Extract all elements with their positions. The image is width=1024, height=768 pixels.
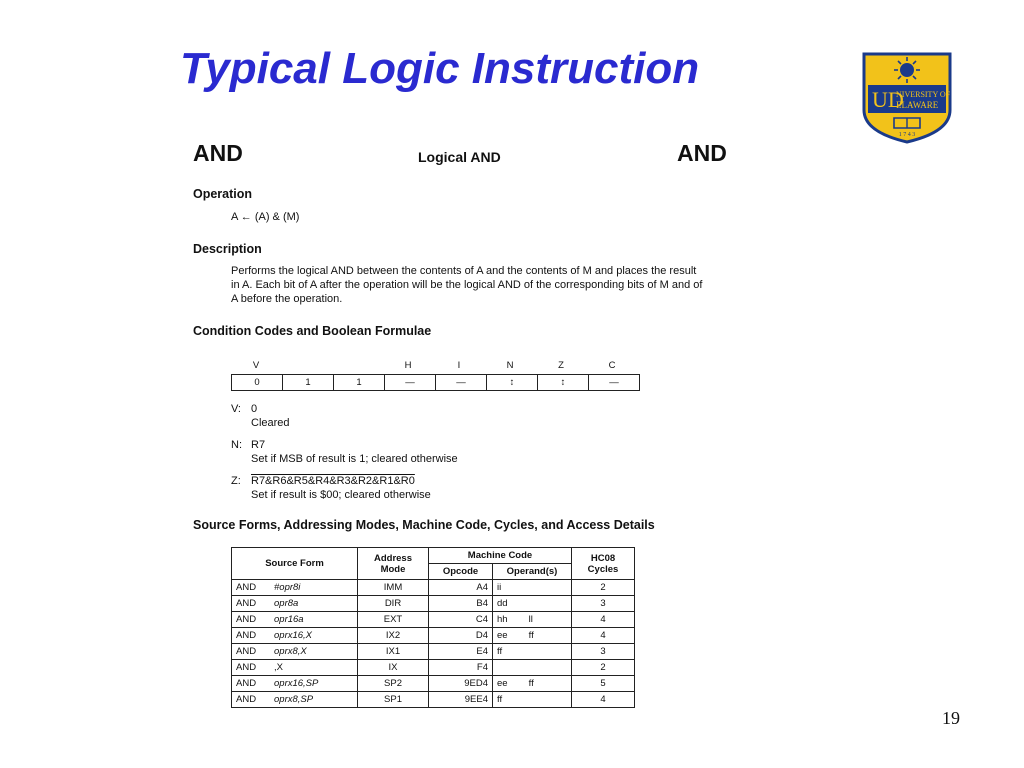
operand-form-cell: ,X [270,660,358,676]
operands-cell: ff [493,692,572,708]
svg-text:UD: UD [872,87,904,112]
operands-cell [493,660,572,676]
address-mode-cell: IX1 [358,644,429,660]
cycles-cell: 4 [572,692,635,708]
mnemonic-left: AND [193,140,243,166]
source-forms-table [231,547,635,708]
description [231,264,741,306]
address-mode-cell: SP1 [358,692,429,708]
cc-header-h: H [404,360,412,371]
cc-value-z: ↕ [538,375,589,391]
cycles-cell: 2 [572,580,635,596]
operands-cell: ff [493,644,572,660]
cycles-cell: 4 [572,612,635,628]
condition-codes-heading: Condition Codes and Boolean Formulae [193,324,432,338]
operands-cell: ee ff [493,676,572,692]
mnemonic-right: AND [677,140,727,166]
flag-v-formula: 0 [251,403,258,415]
opcode-cell: E4 [429,644,493,660]
opcode-cell: F4 [429,660,493,676]
opcode-cell: D4 [429,628,493,644]
operation-formula: A ← (A) & (M) [231,211,300,223]
operation-heading: Operation [193,187,253,201]
operand-form-cell: oprx8,SP [270,692,358,708]
svg-text:ELAWARE: ELAWARE [896,100,939,110]
source-forms-heading: Source Forms, Addressing Modes, Machine Code, Cycles, and Access Details [193,518,655,532]
table-row [232,375,640,391]
table-row [232,580,635,596]
mnemonic-cell: AND [232,676,271,692]
mnemonic-cell: AND [232,580,271,596]
address-mode-cell: IMM [358,580,429,596]
operand-form-cell: #opr8i [270,580,358,596]
condition-codes-table [231,374,640,391]
address-mode-cell: SP2 [358,676,429,692]
col-machine-code: Machine Code [429,548,572,564]
mnemonic-cell: AND [232,692,271,708]
page-number: 19 [942,708,960,728]
col-address-mode: Address Mode [358,548,429,580]
cycles-cell: 4 [572,628,635,644]
opcode-cell: C4 [429,612,493,628]
mnemonic-cell: AND [232,628,271,644]
opcode-cell: 9EE4 [429,692,493,708]
col-operands: Operand(s) [493,564,572,580]
table-row [232,660,635,676]
svg-text:1 7 4 3: 1 7 4 3 [898,132,916,138]
table-row [232,676,635,692]
flag-z-label: Z: [231,475,241,487]
cycles-cell: 2 [572,660,635,676]
address-mode-cell: IX2 [358,628,429,644]
col-source-form: Source Form [232,548,358,580]
university-of-delaware-logo [862,52,952,144]
flag-z-formula: R7&R6&R5&R4&R3&R2&R1&R0 [251,475,415,487]
flag-v-label: V: [231,403,241,415]
table-row [232,644,635,660]
cc-value-n: ↕ [487,375,538,391]
cc-header-v: V [252,360,260,371]
operand-form-cell: opr16a [270,612,358,628]
cc-value-v: 0 [232,375,283,391]
instruction-name: Logical AND [418,149,501,165]
operand-form-cell: oprx8,X [270,644,358,660]
flag-v-text: Cleared [251,417,290,429]
table-row [232,692,635,708]
cycles-cell: 3 [572,644,635,660]
cycles-cell: 5 [572,676,635,692]
operands-cell: ee ff [493,628,572,644]
cc-value-bit5: 1 [334,375,385,391]
operand-form-cell: oprx16,SP [270,676,358,692]
table-header-row [232,548,635,564]
mnemonic-cell: AND [232,612,271,628]
address-mode-cell: EXT [358,612,429,628]
table-row [232,612,635,628]
operands-cell: hh ll [493,612,572,628]
operand-form-cell: opr8a [270,596,358,612]
cc-header-n: N [506,360,514,371]
slide-title: Typical Logic Instruction [180,44,700,93]
cc-value-bit6: 1 [283,375,334,391]
table-row [232,628,635,644]
operand-form-cell: oprx16,X [270,628,358,644]
cc-header-i: I [457,360,461,371]
table-row [232,596,635,612]
cc-value-i: — [436,375,487,391]
description-line: A before the operation. [231,293,343,305]
description-heading: Description [193,242,262,256]
flag-z-text: Set if result is $00; cleared otherwise [251,489,431,501]
opcode-cell: B4 [429,596,493,612]
description-line: in A. Each bit of A after the operation will be the logical AND of the corresponding bits of M and of [231,279,703,291]
description-line: Performs the logical AND between the contents of A and the contents of M and places the result [231,265,697,277]
cc-header-z: Z [558,360,564,371]
operands-cell: dd [493,596,572,612]
svg-text:NIVERSITY OF: NIVERSITY OF [896,90,951,99]
address-mode-cell: IX [358,660,429,676]
opcode-cell: A4 [429,580,493,596]
address-mode-cell: DIR [358,596,429,612]
flag-n-formula: R7 [251,439,266,451]
col-opcode: Opcode [429,564,493,580]
cc-value-h: — [385,375,436,391]
cc-header-c: C [608,360,616,371]
mnemonic-cell: AND [232,596,271,612]
opcode-cell: 9ED4 [429,676,493,692]
mnemonic-cell: AND [232,660,271,676]
flag-n-label: N: [231,439,242,451]
flag-n-text: Set if MSB of result is 1; cleared otherwise [251,453,458,465]
operands-cell: ii [493,580,572,596]
cycles-cell: 3 [572,596,635,612]
mnemonic-cell: AND [232,644,271,660]
col-cycles: HC08 Cycles [572,548,635,580]
cc-value-c: — [589,375,640,391]
